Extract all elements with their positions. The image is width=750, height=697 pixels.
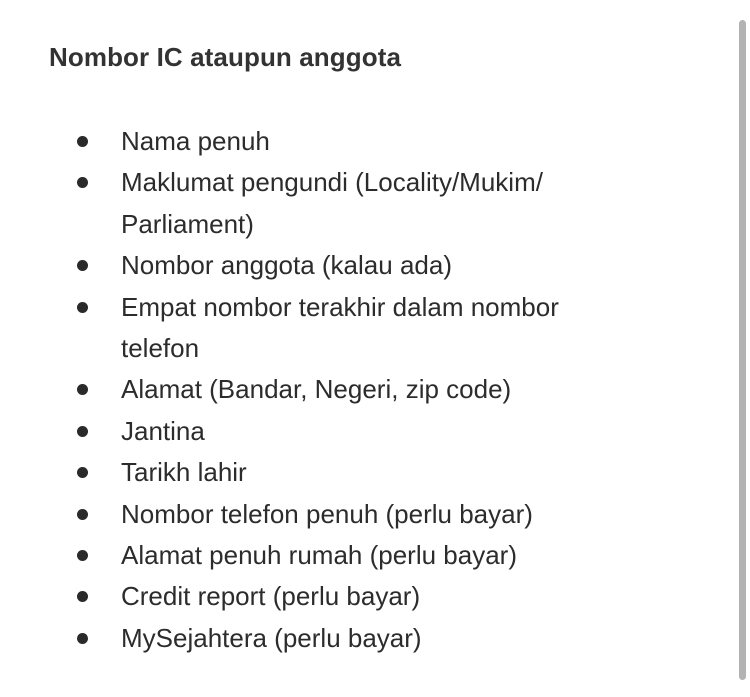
bullet-icon xyxy=(77,302,88,313)
list-item-text: Nombor telefon penuh (perlu bayar) xyxy=(121,498,533,529)
list-item xyxy=(0,369,641,410)
list-item xyxy=(0,576,641,617)
list-item-text: MySejahtera (perlu bayar) xyxy=(121,622,422,653)
list-item xyxy=(0,121,641,162)
list-item-text: Credit report (perlu bayar) xyxy=(121,581,421,612)
list-item xyxy=(0,494,641,535)
list-item-text: Nombor anggota (kalau ada) xyxy=(121,250,452,281)
scrollbar-thumb[interactable] xyxy=(739,20,746,680)
bullet-icon xyxy=(77,550,88,561)
bullet-icon xyxy=(77,509,88,520)
list-item-text: Maklumat pengundi (Locality/Mukim/ Parliament) xyxy=(121,167,543,239)
list-item-text: Tarikh lahir xyxy=(121,457,247,488)
bullet-icon xyxy=(77,177,88,188)
list-item-text: Nama penuh xyxy=(121,126,270,156)
bullet-icon xyxy=(77,260,88,271)
bullet-icon xyxy=(77,467,88,478)
list-item-text: Empat nombor terakhir dalam nombor telefon xyxy=(121,291,559,364)
list-item-text: Alamat penuh rumah (perlu bayar) xyxy=(121,540,517,571)
list-item xyxy=(0,535,641,576)
list-item xyxy=(0,618,641,659)
list-item xyxy=(0,452,641,493)
list-item xyxy=(0,245,641,286)
section-heading: Nombor IC ataupun anggota xyxy=(49,42,402,72)
list-item-text: Jantina xyxy=(121,415,205,446)
list-item xyxy=(0,287,641,370)
scrollbar-track[interactable] xyxy=(738,0,750,697)
bullet-icon xyxy=(77,426,88,437)
bullet-icon xyxy=(77,633,88,644)
bullet-icon xyxy=(77,591,88,602)
bullet-icon xyxy=(77,384,88,395)
bullet-icon xyxy=(77,136,88,147)
list-item xyxy=(0,162,641,245)
list-item-text: Alamat (Bandar, Negeri, zip code) xyxy=(121,374,512,405)
info-list xyxy=(0,121,680,659)
list-item xyxy=(0,411,641,452)
